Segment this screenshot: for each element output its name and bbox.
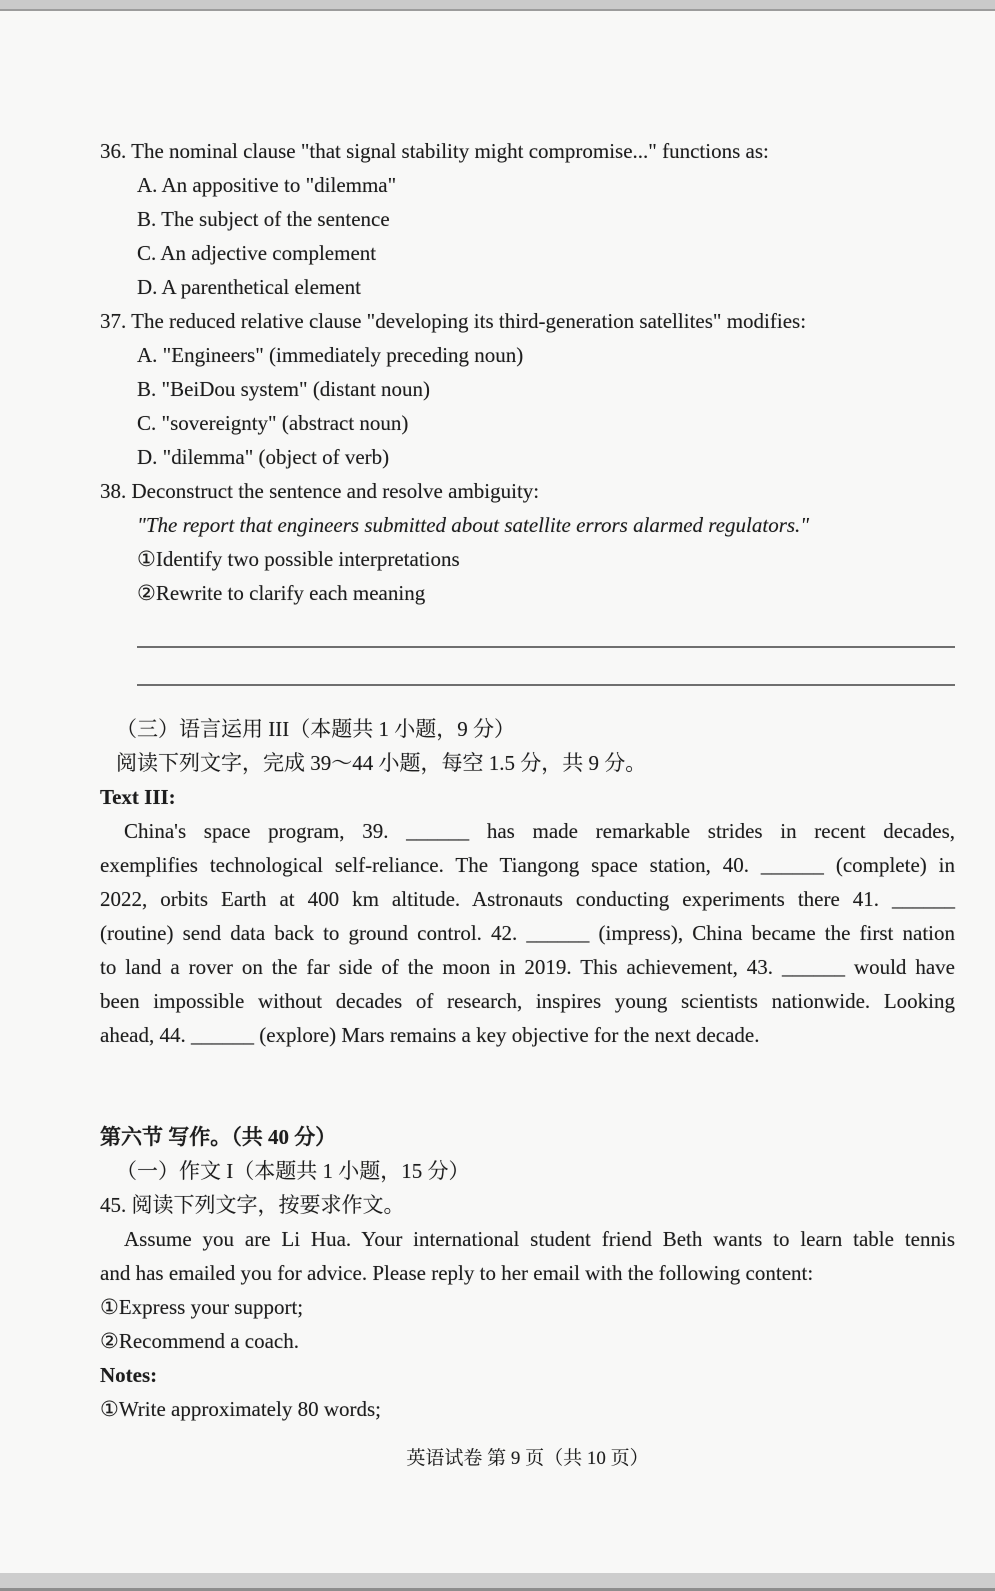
question-37-option-b: B. "BeiDou system" (distant noun) xyxy=(137,377,431,401)
text-3-line-3: 2022, orbits Earth at 400 km altitude. Astronauts conducting experiments there 41. ______ xyxy=(100,887,955,911)
question-36-text: The nominal clause "that signal stability might compromise..." functions as: xyxy=(131,139,769,163)
question-37-option-d: D. "dilemma" (object of verb) xyxy=(137,445,390,469)
question-36 xyxy=(100,134,955,304)
question-45-prompt-line-2: and has emailed you for advice. Please reply to her email with the following content: xyxy=(100,1261,814,1285)
question-36-stem xyxy=(100,134,955,168)
section-6-heading: 第六节 写作。（共 40 分） xyxy=(100,1125,337,1149)
question-38-stem xyxy=(100,474,955,508)
question-36-option-a: A. An appositive to "dilemma" xyxy=(137,173,397,197)
answer-blank-line-2 xyxy=(137,648,955,686)
text-3-line-1: China's space program, 39. ______ has made remarkable strides in recent decades, xyxy=(124,819,955,843)
question-37-option-a: A. "Engineers" (immediately preceding noun) xyxy=(137,343,524,367)
question-36-option-c: C. An adjective complement xyxy=(137,241,377,265)
question-36-option-b: B. The subject of the sentence xyxy=(137,207,390,231)
page-footer: 英语试卷 第 9 页（共 10 页） xyxy=(406,1448,649,1469)
section-3-heading: （三）语言运用 III（本题共 1 小题，9 分） xyxy=(116,717,515,741)
question-37 xyxy=(100,304,955,474)
notes-label: Notes: xyxy=(100,1363,158,1387)
question-38-quote: "The report that engineers submitted about satellite errors alarmed regulators." xyxy=(137,513,810,537)
question-36-option-d: D. A parenthetical element xyxy=(137,275,361,299)
section-writing xyxy=(100,1120,955,1426)
text-3-line-6: been impossible without decades of research, inspires young scientists nationwide. Looking xyxy=(100,989,955,1013)
question-38-task-2: ②Rewrite to clarify each meaning xyxy=(137,581,426,605)
question-45-point-2: ②Recommend a coach. xyxy=(100,1329,299,1353)
text-3-label: Text III: xyxy=(100,785,176,809)
question-36-number: 36. xyxy=(100,139,127,163)
text-3-line-2: exemplifies technological self-reliance. The Tiangong space station, 40. ______ (complete) in xyxy=(100,853,955,877)
note-1: ①Write approximately 80 words; xyxy=(100,1397,381,1421)
section-language-use-3 xyxy=(100,712,955,1052)
text-3-line-7: ahead, 44. ______ (explore) Mars remains a key objective for the next decade. xyxy=(100,1023,760,1047)
section-6-sub-heading: （一）作文 I（本题共 1 小题，15 分） xyxy=(116,1159,470,1183)
text-3-line-4: (routine) send data back to ground control. 42. ______ (impress), China became the first nation xyxy=(100,921,955,945)
question-45-point-1: ①Express your support; xyxy=(100,1295,304,1319)
question-45-prompt-line-1: Assume you are Li Hua. Your international student friend Beth wants to learn table tennis xyxy=(124,1227,955,1251)
question-37-number: 37. xyxy=(100,309,127,333)
scan-bottom-edge xyxy=(0,1573,995,1591)
section-3-instruction: 阅读下列文字，完成 39～44 小题，每空 1.5 分，共 9 分。 xyxy=(116,751,647,775)
question-45-stem: 45. 阅读下列文字，按要求作文。 xyxy=(100,1193,405,1217)
question-38-text: Deconstruct the sentence and resolve ambiguity: xyxy=(131,479,540,503)
question-38-number: 38. xyxy=(100,479,127,503)
question-38-task-1: ①Identify two possible interpretations xyxy=(137,547,460,571)
question-37-stem xyxy=(100,304,955,338)
question-37-option-c: C. "sovereignty" (abstract noun) xyxy=(137,411,409,435)
answer-blank-line-1 xyxy=(137,610,955,648)
question-37-text: The reduced relative clause "developing its third-generation satellites" modifies: xyxy=(131,309,807,333)
text-3-line-5: to land a rover on the far side of the moon in 2019. This achievement, 43. ______ would have xyxy=(100,955,955,979)
question-38 xyxy=(100,474,955,610)
